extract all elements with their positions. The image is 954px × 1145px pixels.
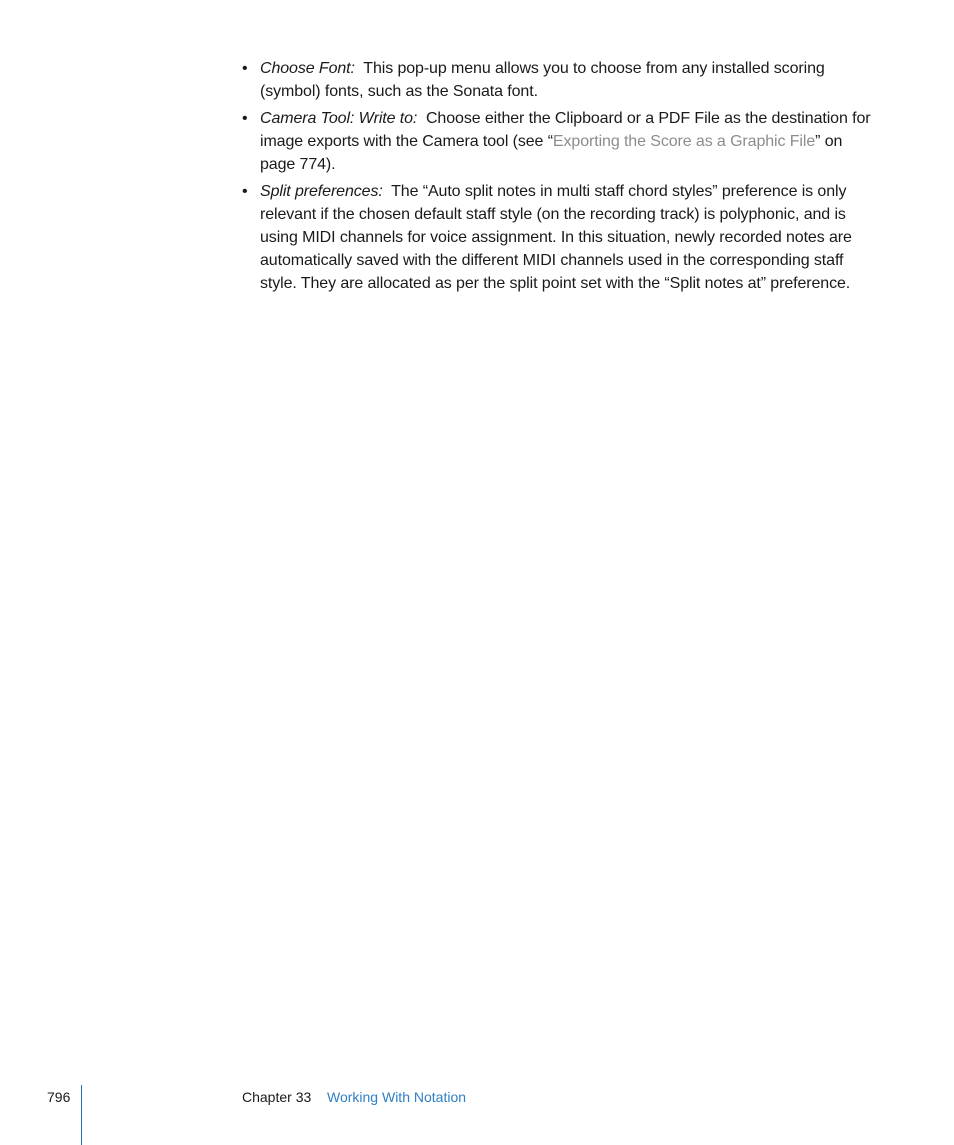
bullet: •	[242, 183, 248, 200]
page-footer	[0, 1085, 954, 1145]
term-camera-tool: Camera Tool: Write to:	[260, 110, 418, 127]
list-item-camera-tool	[242, 107, 872, 176]
term-choose-font: Choose Font:	[260, 60, 355, 77]
list-item-choose-font	[242, 57, 872, 103]
description-choose-font: This pop-up menu allows you to choose from any installed scoring (symbol) fonts, such as the Sonata font.	[260, 60, 825, 100]
main-content	[242, 57, 872, 299]
description-camera-tool-before: Choose either the Clipboard or a PDF File as the destination for image exports with the Camera tool (see “	[260, 110, 871, 150]
footer-divider	[81, 1085, 82, 1145]
chapter-title-link[interactable]: Working With Notation	[327, 1089, 467, 1105]
link-exporting-score[interactable]: Exporting the Score as a Graphic File	[552, 133, 816, 150]
description-camera-tool-after: ” on page 774).	[260, 133, 843, 173]
chapter-label: Chapter 33	[242, 1089, 312, 1105]
page-number: 796	[47, 1089, 71, 1105]
bullet: •	[242, 60, 248, 77]
term-split-preferences: Split preferences:	[260, 183, 383, 200]
bullet: •	[242, 110, 248, 127]
list-item-split-preferences	[242, 180, 872, 295]
description-split-preferences: The “Auto split notes in multi staff chord styles” preference is only relevant if the chosen default staff style (on the recording track) is polyphonic, and is using MIDI channels for voice assignment. In this situation, newly recorded notes are automatically saved with the different MIDI channels used in the corresponding staff style. They are allocated as per the split point set with the “Split notes at” preference.	[260, 183, 852, 292]
